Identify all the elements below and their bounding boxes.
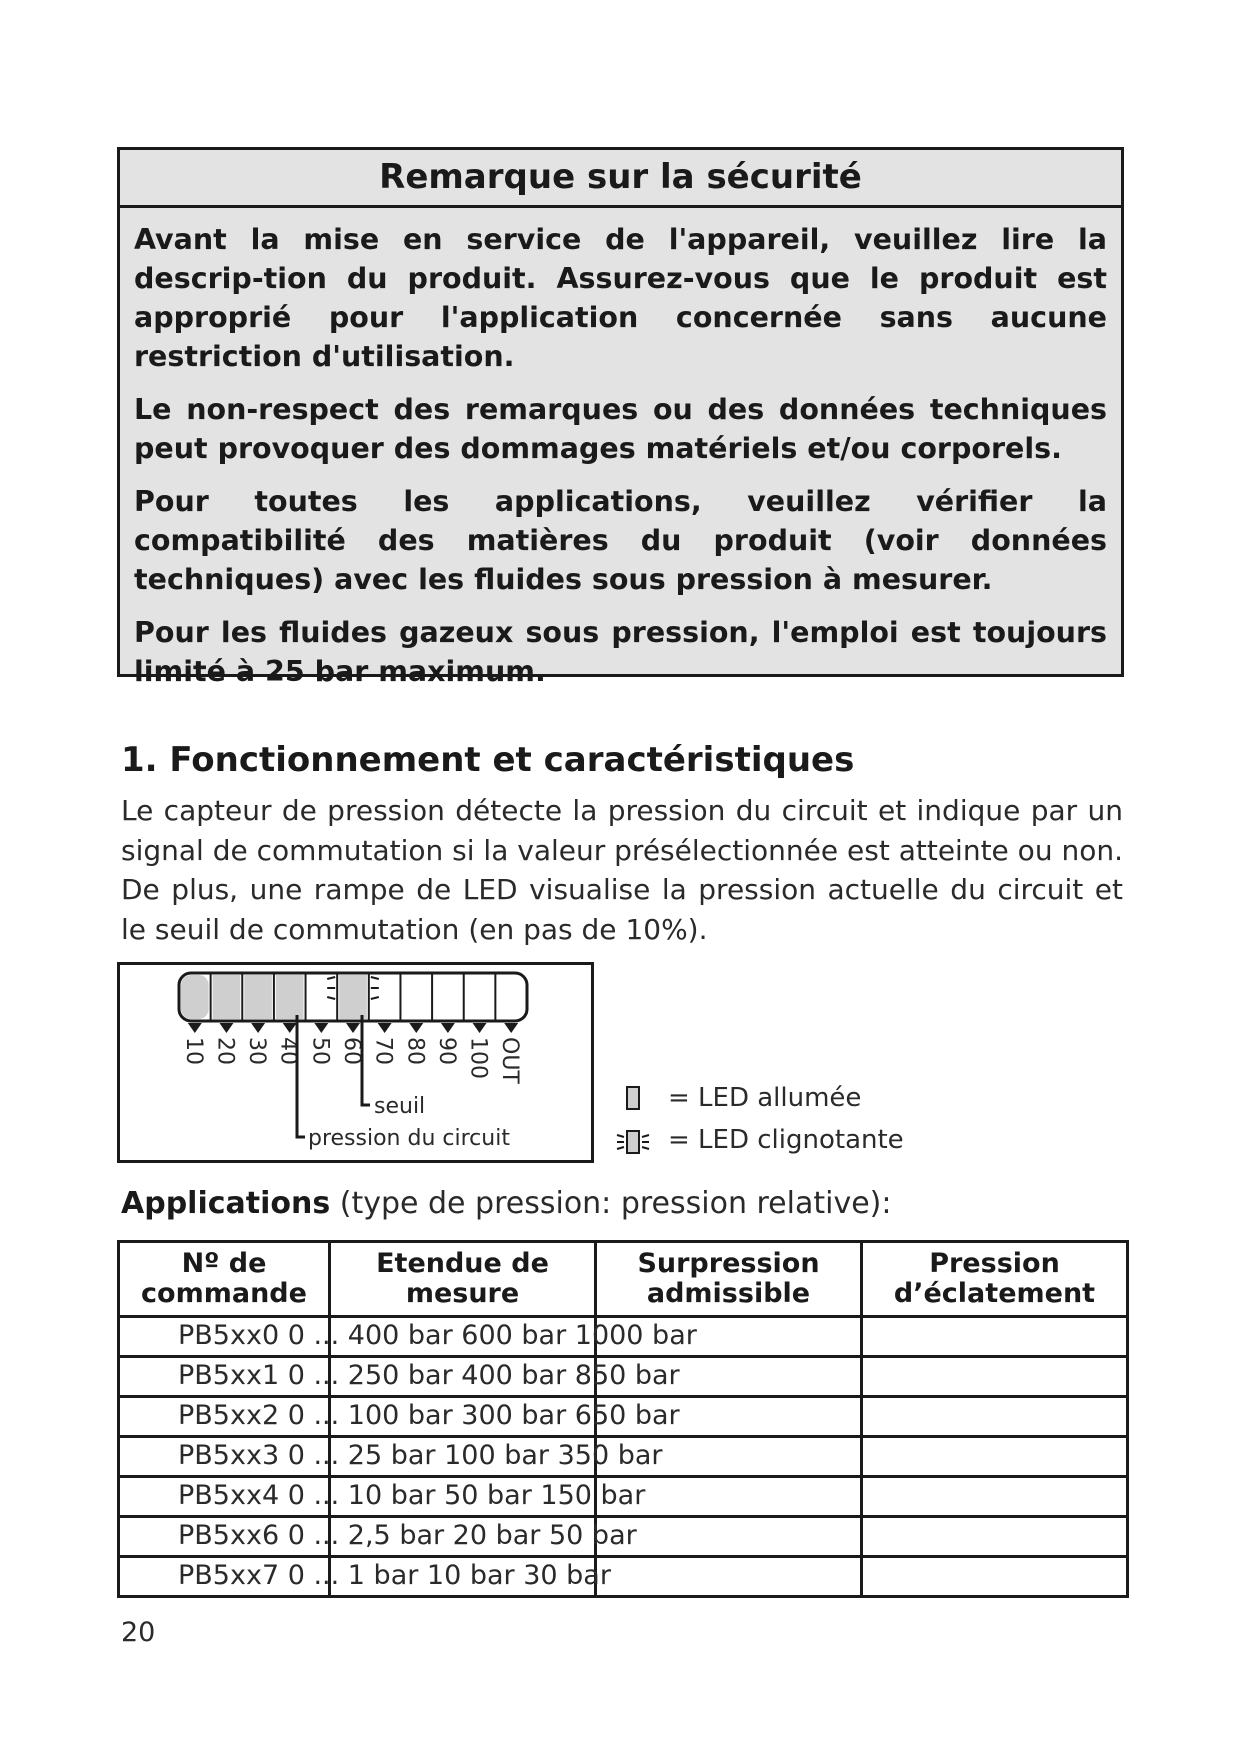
header-order-no-text: Nº de commande [141,1248,307,1309]
led-lit [181,975,209,1019]
led-on-icon [623,1085,643,1115]
led-label: 80 [402,1037,428,1065]
row-text: PB5xx2 0 ... 100 bar 300 bar 650 bar [178,1400,680,1431]
led-arrow [409,1023,423,1033]
safety-notice-box [117,147,1124,688]
led-arrow [504,1023,518,1033]
header-burst-text: Pression d’éclatement [893,1248,1096,1309]
led-arrow [473,1023,487,1033]
led-label: 40 [275,1037,301,1065]
table-row [119,1477,1128,1517]
safety-paragraph-2: Le non-respect des remarques ou des données techniques peut provoquer des dommages matériels et/ou corporels. [134,393,1107,465]
safety-paragraph-1: Avant la mise en service de l'appareil, veuillez lire la descrip-tion du produit. Assurez-vous que le produit est approprié pour l'application concernée sans aucune restriction d'utilisation. [134,223,1107,373]
table-row [119,1557,1128,1597]
led-lit [276,975,304,1019]
led-label: 90 [433,1037,459,1065]
led-arrow [441,1023,455,1033]
header-overpressure [596,1242,862,1317]
threshold-pointer-line [362,1015,370,1105]
led-arrow [251,1023,265,1033]
led-blink-icon [615,1127,651,1157]
led-label: 10 [180,1037,206,1065]
table-header-row [119,1242,1128,1317]
table-row [119,1317,1128,1357]
pressure-label: pression du circuit [308,1126,510,1151]
header-overpressure-text: Surpression admissible [637,1248,820,1309]
led-label: 70 [370,1037,396,1065]
table-row [119,1517,1128,1557]
section-heading: 1. Fonctionnement et caractéristiques [121,740,855,780]
row-text: PB5xx4 0 ... 10 bar 50 bar 150 bar [178,1480,646,1511]
led-label: 50 [307,1037,333,1065]
row-text: PB5xx3 0 ... 25 bar 100 bar 350 bar [178,1440,663,1471]
row-text: PB5xx6 0 ... 2,5 bar 20 bar 50 bar [178,1520,637,1551]
led-diagram [117,962,594,1163]
applications-label: Applications [121,1186,331,1221]
table-row [119,1357,1128,1397]
legend-led-on-text: = LED allumée [668,1083,862,1113]
header-burst [862,1242,1128,1317]
led-arrow [314,1023,328,1033]
row-text: PB5xx1 0 ... 250 bar 400 bar 850 bar [178,1360,680,1391]
header-range [330,1242,596,1317]
led-arrow [378,1023,392,1033]
safety-body [120,208,1121,691]
applications-table [117,1240,1129,1598]
pressure-pointer-line [297,1015,305,1137]
led-label: 100 [465,1037,491,1079]
led-arrow [346,1023,360,1033]
led-ramp-graphic [120,965,591,1160]
led-label: 20 [212,1037,238,1065]
safety-paragraph-4: Pour les fluides gazeux sous pression, l'emploi est toujours limité à 25 bar maximum. [134,616,1107,688]
safety-paragraph-3: Pour toutes les applications, veuillez vérifier la compatibilité des matières du produit (voir données techniques) avec les fluides sous pression à mesurer. [134,485,1107,596]
led-arrow [283,1023,297,1033]
row-text: PB5xx7 0 ... 1 bar 10 bar 30 bar [178,1560,611,1591]
led-lit [244,975,272,1019]
section-intro: Le capteur de pression détecte la pression du circuit et indique par un signal de commutation si la valeur présélectionnée est atteinte ou non. De plus, une rampe de LED visualise la pression actuelle du circuit et le seuil de commutation (en pas de 10%). [121,794,1123,946]
led-blinking [339,975,367,1019]
led-arrow [188,1023,202,1033]
table-row [119,1437,1128,1477]
led-label: 30 [244,1037,270,1065]
legend-led-blink-text: = LED clignotante [668,1125,904,1155]
led-label: 60 [339,1037,364,1065]
seuil-label: seuil [374,1094,426,1119]
row-text: PB5xx0 0 ... 400 bar 600 bar 1000 bar [178,1320,697,1351]
table-row [119,1397,1128,1437]
safety-title: Remarque sur la sécurité [120,150,1121,208]
header-range-text: Etendue de mesure [376,1248,549,1309]
applications-suffix: (type de pression: pression relative): [330,1186,892,1221]
led-label: OUT [497,1037,523,1084]
header-order-no [119,1242,330,1317]
page-number: 20 [121,1617,156,1648]
led-arrow [219,1023,233,1033]
applications-caption [121,1186,891,1221]
led-lit [213,975,241,1019]
